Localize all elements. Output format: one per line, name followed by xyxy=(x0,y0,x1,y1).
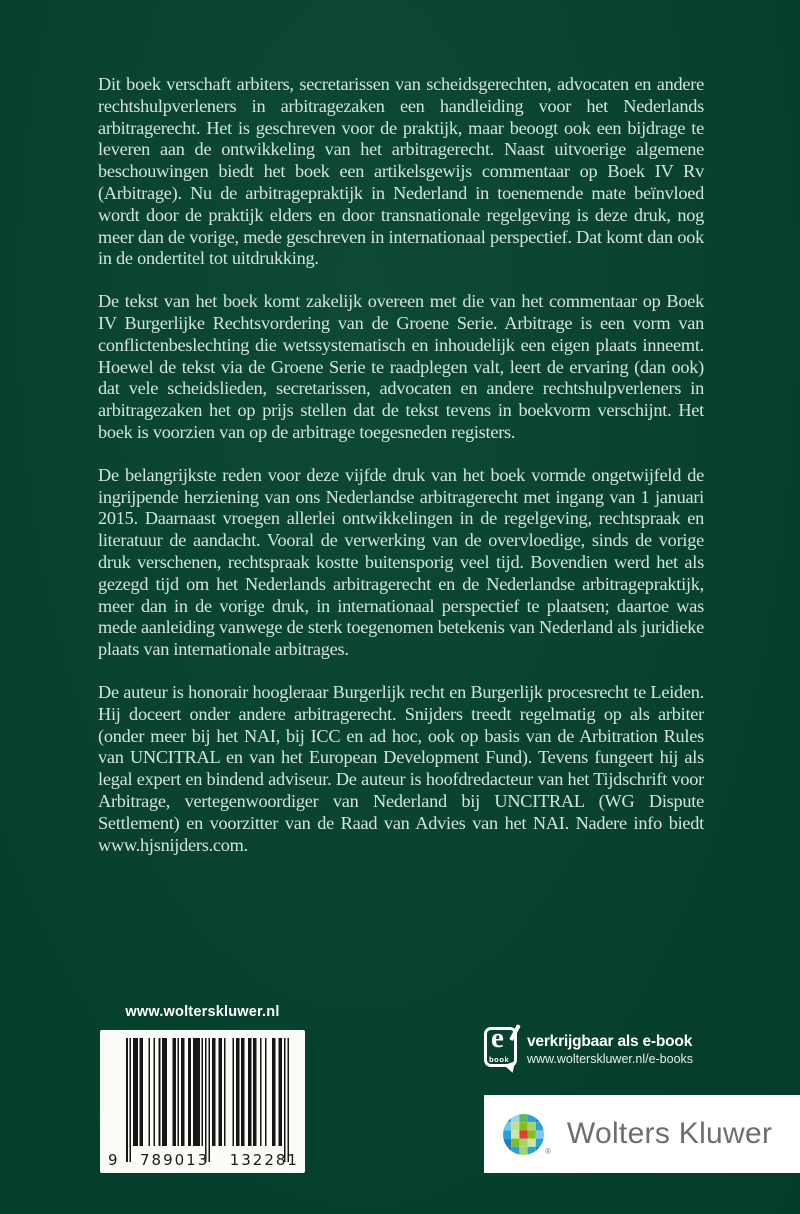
ebook-letter: e xyxy=(491,1022,504,1054)
pen-stroke-icon xyxy=(509,1024,520,1041)
wolters-kluwer-wordmark: Wolters Kluwer xyxy=(566,1117,773,1150)
blurb-paragraph: Dit boek verschaft arbiters, secretarissen van scheidsgerechten, advocaten en andere rechtshulpverleners in arbitragezaken een handleiding voor het Nederlands arbitragerecht. Het is geschreven voor de praktijk, maar beoogt ook een bijdrage te leveren aan de ontwikkeling van het arbitragerecht. Naast uitvoerige algemene beschouwingen biedt het boek een artikelsgewijs commentaar op Boek IV Rv (Arbitrage). Nu de arbitragepraktijk in Nederland in toenemende mate beïnvloed wordt door de praktijk elders en door transnationale regelgeving is deze druk, nog meer dan de vorige, mede geschreven in internationaal perspectief. Dat komt dan ook in de ondertitel tot uitdrukking. xyxy=(98,74,704,269)
registered-trademark: ® xyxy=(545,1147,551,1156)
blurb-paragraph: De tekst van het boek komt zakelijk overeen met die van het commentaar op Boek IV Burgerlijke Rechtsvordering van de Groene Serie. Arbitrage is een vorm van conflictenbeslechting die wetssystematisch en inhoudelijk een eigen plaats inneemt. Hoewel de tekst via de Groene Serie te raadplegen valt, leert de ervaring (dan ook) dat vele scheidslieden, secretarissen, advocaten en andere rechtshulpverleners in arbitragezaken het op prijs stellen dat de tekst tevens in boekvorm verschijnt. Het boek is voorzien van op de arbitrage toegesneden registers. xyxy=(98,291,704,442)
ebook-url: www.wolterskluwer.nl/e-books xyxy=(527,1052,694,1066)
blurb-paragraph: De belangrijkste reden voor deze vijfde druk van het boek vormde ongetwijfeld de ingrijpende herziening van ons Nederlandse arbitragerecht met ingang van 1 januari 2015. Daarnaast vroegen allerlei ontwikkelingen in de regelgeving, rechtspraak en literatuur de aandacht. Vooral de verwerking van de overvloedige, sinds de vorige druk verschenen, rechtspraak kostte buitensporig veel tijd. Bovendien werd het als gezegd tijd om het Nederlands arbitragerecht en de Nederlandse arbitragepraktijk, meer dan in de vorige druk, in internationaal perspectief te plaatsen; daartoe was mede aanleiding vanwege de sterk toegenomen betekenis van Nederland als juridieke plaats van internationale arbitrages. xyxy=(98,464,704,660)
ebook-availability-text: verkrijgbaar als e-book xyxy=(527,1033,693,1050)
wolters-kluwer-globe-icon xyxy=(503,1114,544,1155)
badge-tail-icon xyxy=(504,1061,519,1074)
wolters-kluwer-logo xyxy=(484,1095,800,1173)
isbn-number: 9 789013 132281 xyxy=(108,1151,299,1169)
publisher-website: www.wolterskluwer.nl xyxy=(125,1004,280,1020)
isbn-barcode xyxy=(100,1030,305,1173)
ebook-icon xyxy=(484,1022,517,1067)
barcode-bars-icon xyxy=(126,1038,289,1162)
blurb xyxy=(98,74,704,877)
blurb-paragraph: De auteur is honorair hoogleraar Burgerlijk recht en Burgerlijk procesrecht te Leiden. Hij doceert onder andere arbitragerecht. Snijders treedt regelmatig op als arbiter (onder meer bij het NAI, bij ICC en ad hoc, ook op basis van de Arbitration Rules van UNCITRAL en van het European Development Fund). Tevens fungeert hij als legal expert en bindend adviseur. De auteur is hoofdredacteur van het Tijdschrift voor Arbitrage, vertegenwoordiger van Nederland bij UNCITRAL (WG Dispute Settlement) en voorzitter van de Raad van Advies van het NAI. Nadere info biedt www.hjsnijders.com. xyxy=(98,681,704,855)
ebook-badge-word: book xyxy=(489,1055,510,1064)
